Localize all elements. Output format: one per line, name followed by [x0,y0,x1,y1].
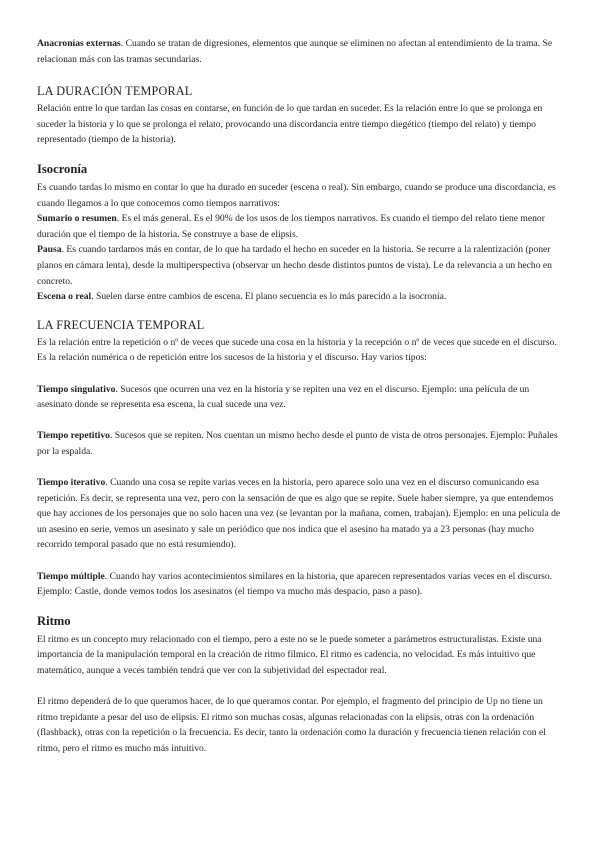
singulativo-term: Tiempo singulativo [37,383,116,395]
sumario-text: . Es el más general. Es el 90% de los usos de los tiempos narrativos. Es cuando el tiempo del relato tiene menor duración que el tiempo de la historia. Se construye a base de elipsis. [37,213,545,240]
pausa-term: Pausa [37,244,62,256]
singulativo-text: . Sucesos que ocurren una vez en la historia y se repiten una vez en el discurso. Ejemplo: una película de un asesinato donde se representa esa escena, la cual sucede una vez. [37,383,530,411]
ritmo-paragraph-2: El ritmo dependerá de lo que queramos hacer, de lo que queramos contar. Por ejemplo, el fragmento del principio de Up no tiene un ritmo trepidante a pesar del uso de elipsis. El ritmo son muchas cosas, algunas relacionadas con la elipsis, otras con la ordenación (flashback), otras con la repetición o la frecuencia. Es decir, tanto la ordenación como la duración y frecuencia tienen relación con el ritmo, pero el ritmo es mucho más intuitivo. [37,696,546,754]
frecuencia-intro: Es la relación entre la repetición o nº de veces que sucede una cosa en la historia y la recepción o nº de veces que sucede en el discurso. Es la relación numérica o de repetición entre los sucesos de la historia y el discurso. Hay varios tipos: [37,336,557,364]
iterativo-term: Tiempo iterativo [37,477,106,489]
multiple-text: . Cuando hay varios acontecimientos similares en la historia, que aparecen representados varias veces en el discurso. Ejemplo: Castle, donde vemos todos los asesinatos (el tiempo va mucho más despacio, paso a paso). [37,570,553,598]
anacronias-term: Anacronías externas [37,38,121,49]
anacronias-text: . Cuando se tratan de digresiones, elementos que aunque se eliminen no afectan al entendimiento de la trama. Se relacionan más con las tramas secundarias. [37,38,553,65]
pausa-text: . Es cuando tardamos más en contar, de lo que ha tardado el hecho en suceder en la historia. Se recurre a la ralentización (poner planos en cámara lenta), desde la multiperspectiva (observar un hecho desde distintos puntos de vista). Le da relevancia a un hecho en concreto. [37,244,552,287]
multiple-paragraph [37,569,564,600]
repetitivo-text: . Sucesos que se repiten. Nos cuentan un mismo hecho desde el punto de vista de otros personajes. Ejemplo: Puñales por la espalda. [37,430,558,457]
repetitivo-paragraph [37,428,564,459]
escena-term: Escena o real [37,291,92,303]
iterativo-paragraph [37,475,564,553]
duracion-heading: LA DURACIÓN TEMPORAL [37,84,193,99]
duracion-paragraph: Relación entre lo que tardan las cosas en contarse, en función de lo que tardan en suceder. Es la relación entre lo que se prolonga en suceder la historia y lo que se prolonga el relato, provocando una discordancia entre tiempo diegético (tiempo del relato) y tiempo representado (tiempo de la historia). [37,103,543,146]
ritmo-heading: Ritmo [37,613,71,628]
pausa-paragraph [37,242,564,289]
multiple-term: Tiempo múltiple [37,570,105,582]
document-page [37,36,564,757]
isocronia-intro: Es cuando tardas lo mismo en contar lo que ha durado en suceder (escena o real). Sin embargo, cuando se produce una discordancia, es cuando llegamos a lo que conocemos como tiempos narrativos: [37,181,556,209]
escena-paragraph [37,289,564,305]
repetitivo-term: Tiempo repetitivo [37,430,110,442]
frecuencia-heading: LA FRECUENCIA TEMPORAL [37,317,205,332]
escena-text: . Suelen darse entre cambios de escena. El plano secuencia es lo más parecido a la isocronía. [91,291,447,303]
anacronias-paragraph [37,36,564,67]
iterativo-text: . Cuando una cosa se repite varias veces en la historia, pero aparece solo una vez en el discurso comunicando esa repetición. Es decir, se representa una vez, pero con la sensación de que es algo que se repite. Suele haber siempre, ya que entendemos que hay acciones de los personajes que no solo hacen una vez (se levantan por la mañana, comen, trabajan). Ejemplo: en una película de un asesino en serie, vemos un asesinato y sale un periódico que nos indica que el asesino ha matado ya a 23 personas (hay mucho recorrido temporal pasado que no está resumiendo). [37,477,561,551]
sumario-term: Sumario o resumen [37,213,117,225]
sumario-paragraph [37,211,564,242]
isocronia-heading: Isocronía [37,161,88,176]
singulativo-paragraph [37,382,564,413]
ritmo-paragraph-1: El ritmo es un concepto muy relacionado con el tiempo, pero a este no se le puede someter a parámetros estructuralistas. Existe una importancia de la manipulación temporal en la creación de ritmo fílmico. El ritmo es cadencia, no velocidad. Es más intuitivo que matemático, aunque a veces también tendrá que ver con la subjetividad del espectador real. [37,633,542,676]
